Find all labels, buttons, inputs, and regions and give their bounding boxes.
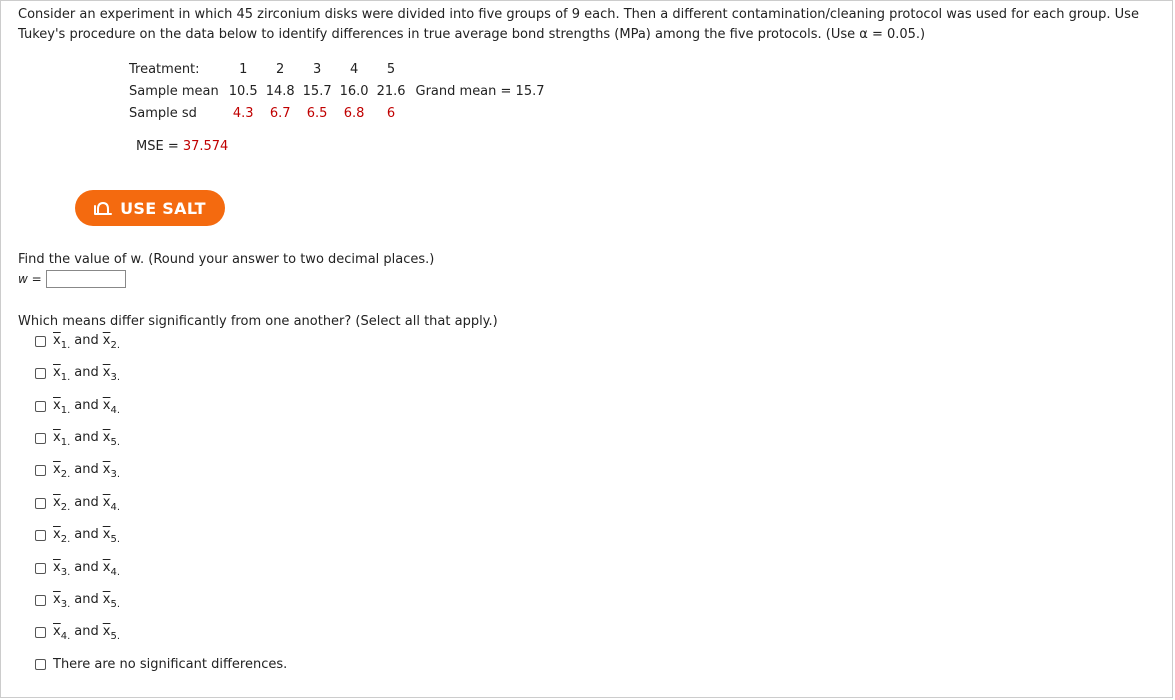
subscript-a: 1 [60,437,68,448]
grand-mean: Grand mean = 15.7 [415,83,545,99]
checkbox[interactable] [35,336,46,347]
mean-symbol-a: $\overline{x}_{2.}$ [53,527,71,545]
salt-logo-icon [94,200,112,216]
treatment-row [125,58,549,80]
question-w-prompt: Find the value of w. (Round your answer to two decimal places.) [18,252,435,267]
subscript-a: 1 [60,405,68,416]
and-text: and [74,624,99,639]
checkbox[interactable] [35,498,46,509]
mean-symbol-a: $\overline{x}_{3.}$ [53,560,71,578]
treatment-2: 2 [276,61,285,77]
subscript-a: 1 [60,340,68,351]
subscript-b: 4 [110,405,117,416]
and-text: and [74,527,99,542]
sd-row [125,102,549,124]
subscript-b: 4 [110,502,117,513]
subscript-b: 3 [110,469,117,480]
subscript-b: 4 [110,567,117,578]
data-table [125,58,549,124]
sd-label: Sample sd [129,105,197,121]
checkbox[interactable] [35,401,46,412]
mse-value: 37.574 [182,139,229,154]
option-pair-1-3[interactable] [35,365,120,383]
option-pair-2-4[interactable] [35,495,120,513]
option-pair-3-5[interactable] [35,592,120,610]
mean-label: Sample mean [129,83,219,99]
mean-symbol-b: $\overline{x}_{5.}$ [102,592,120,610]
mean-symbol-a: $\overline{x}_{2.}$ [53,495,71,513]
subscript-b: 5 [110,631,117,642]
and-text: and [74,430,99,445]
treatment-3: 3 [312,61,322,77]
mean-symbol-b: $\overline{x}_{4.}$ [102,560,120,578]
w-label: w = [18,272,42,286]
w-answer-row [18,270,126,288]
option-pair-4-5[interactable] [35,624,120,642]
mean-4: 16.0 [339,83,369,99]
checkbox[interactable] [35,433,46,444]
sd-1: 4.3 [232,105,254,121]
and-text: and [74,495,99,510]
treatment-1: 1 [239,61,248,77]
option-pair-1-5[interactable] [35,430,120,448]
mean-symbol-b: $\overline{x}_{2.}$ [102,333,120,351]
subscript-b: 5 [110,437,117,448]
checkbox[interactable] [35,530,46,541]
use-salt-label: USE SALT [120,198,206,218]
use-salt-button[interactable] [75,190,225,226]
mean-symbol-a: $\overline{x}_{1.}$ [53,430,71,448]
treatment-5: 5 [386,61,396,77]
mean-symbol-a: $\overline{x}_{1.}$ [53,398,71,416]
checkbox[interactable] [35,627,46,638]
mean-symbol-b: $\overline{x}_{5.}$ [102,430,120,448]
option-pair-2-5[interactable] [35,527,120,545]
mean-2: 14.8 [265,83,295,99]
mean-symbol-b: $\overline{x}_{5.}$ [102,527,120,545]
and-text: and [74,365,99,380]
and-text: and [74,398,99,413]
mean-symbol-a: $\overline{x}_{1.}$ [53,333,71,351]
mean-symbol-b: $\overline{x}_{3.}$ [102,462,120,480]
checkbox[interactable] [35,368,46,379]
checkbox[interactable] [35,595,46,606]
subscript-b: 2 [110,340,117,351]
checkbox[interactable] [35,659,46,670]
mean-symbol-b: $\overline{x}_{4.}$ [102,495,120,513]
sd-3: 6.5 [306,105,328,121]
sd-5: 6 [386,105,396,121]
subscript-a: 2 [60,534,68,545]
subscript-a: 2 [60,502,68,513]
mean-symbol-a: $\overline{x}_{2.}$ [53,462,71,480]
option-pair-3-4[interactable] [35,560,120,578]
no-differences-label: There are no significant differences. [53,657,288,672]
mse-line [136,139,228,154]
subscript-b: 5 [110,599,117,610]
checkbox[interactable] [35,465,46,476]
subscript-a: 3 [60,599,68,610]
mse-label: MSE = [136,139,183,154]
subscript-a: 4 [60,631,68,642]
mean-1: 10.5 [228,83,258,99]
problem-intro: Consider an experiment in which 45 zirconium disks were divided into five groups of 9 each. Then a different contamination/cleaning protocol was used for each group. Use Tukey's procedure on the data below to identify differences in true average bond strengths (MPa) among the five protocols. (Use α = 0.05.) [18,7,1139,42]
subscript-b: 3 [110,372,117,383]
and-text: and [74,560,99,575]
option-pair-1-4[interactable] [35,398,120,416]
checkbox[interactable] [35,563,46,574]
mean-symbol-b: $\overline{x}_{4.}$ [102,398,120,416]
mean-row [125,80,549,102]
and-text: and [74,333,99,348]
mean-3: 15.7 [302,83,332,99]
subscript-a: 1 [60,372,68,383]
option-pair-1-2[interactable] [35,333,120,351]
option-pair-2-3[interactable] [35,462,120,480]
mean-symbol-a: $\overline{x}_{3.}$ [53,592,71,610]
mean-symbol-a: $\overline{x}_{4.}$ [53,624,71,642]
subscript-a: 3 [60,567,68,578]
treatment-4: 4 [349,61,359,77]
mean-5: 21.6 [376,83,406,99]
and-text: and [74,592,99,607]
question-means-prompt: Which means differ significantly from one another? (Select all that apply.) [18,314,498,329]
subscript-a: 2 [60,469,68,480]
treatment-label: Treatment: [129,61,200,77]
and-text: and [74,462,99,477]
mean-symbol-b: $\overline{x}_{5.}$ [102,624,120,642]
mean-symbol-a: $\overline{x}_{1.}$ [53,365,71,383]
sd-2: 6.7 [269,105,291,121]
w-input[interactable] [46,270,126,288]
sd-4: 6.8 [343,105,365,121]
option-no-differences[interactable] [35,656,287,673]
mean-symbol-b: $\overline{x}_{3.}$ [102,365,120,383]
subscript-b: 5 [110,534,117,545]
